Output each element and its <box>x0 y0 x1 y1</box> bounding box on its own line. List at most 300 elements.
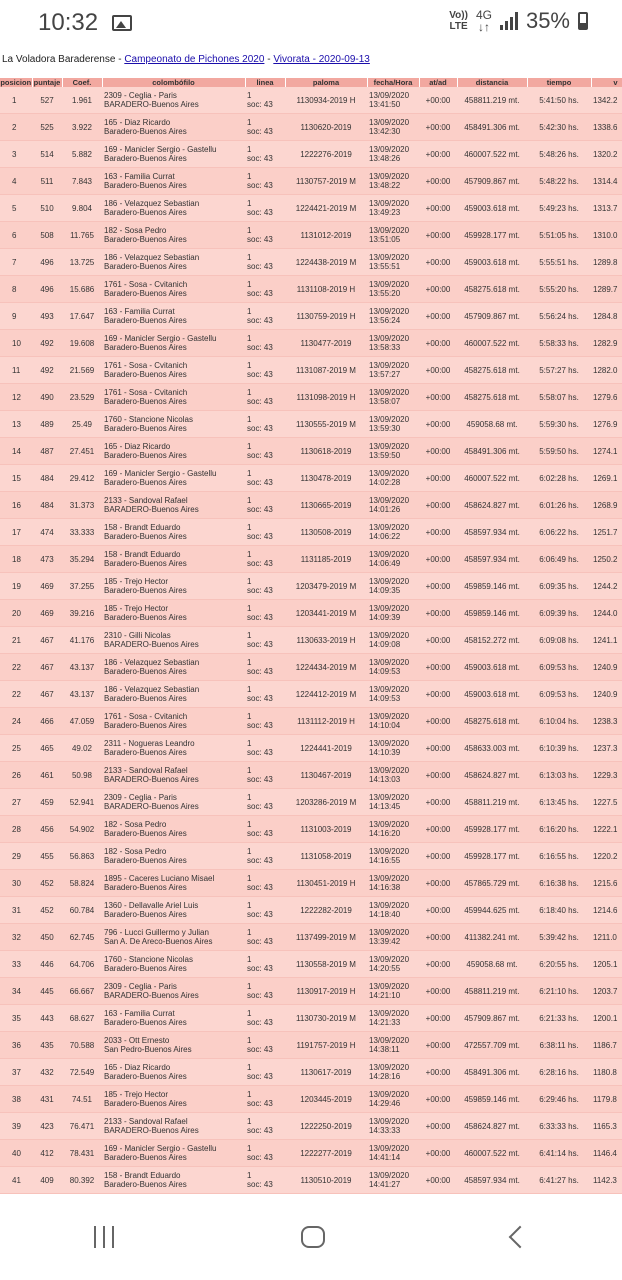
cell-puntaje: 496 <box>32 249 62 276</box>
cell-at-ad: +00:00 <box>419 1113 457 1140</box>
cell-tiempo: 6:21:33 hs. <box>527 1005 591 1032</box>
cell-tiempo: 6:09:39 hs. <box>527 600 591 627</box>
table-row[interactable] <box>0 195 622 222</box>
col-puntaje[interactable]: puntaje <box>33 78 61 87</box>
cell-velocidad: 1165.3 <box>591 1113 622 1140</box>
cell-velocidad: 1320.2 <box>591 141 622 168</box>
cell-posicion: 14 <box>0 438 32 465</box>
breadcrumb-campeonato-link[interactable]: Campeonato de Pichones 2020 <box>124 54 265 65</box>
cell-at-ad: +00:00 <box>419 1032 457 1059</box>
cell-distancia: 459003.618 mt. <box>457 195 527 222</box>
cell-paloma: 1191757-2019 H <box>285 1032 367 1059</box>
cell-colombofilo: 1761 - Sosa - Cvitanich Baradero-Buenos Aires <box>102 357 245 384</box>
cell-linea: 1 soc: 43 <box>245 708 285 735</box>
cell-tiempo: 6:01:26 hs. <box>527 492 591 519</box>
cell-fecha-hora: 13/09/2020 14:09:39 <box>367 600 419 627</box>
table-row[interactable] <box>0 1167 622 1194</box>
cell-distancia: 458597.934 mt. <box>457 546 527 573</box>
cell-distancia: 459944.625 mt. <box>457 897 527 924</box>
cell-puntaje: 489 <box>32 411 62 438</box>
col-colombofilo[interactable]: colombófilo <box>102 78 245 87</box>
cell-puntaje: 473 <box>32 546 62 573</box>
col-coef[interactable]: Coef. <box>62 78 102 87</box>
cell-linea: 1 soc: 43 <box>245 546 285 573</box>
col-tiempo[interactable]: tiempo <box>527 78 591 87</box>
cell-coef: 41.176 <box>62 627 102 654</box>
cell-puntaje: 435 <box>32 1032 62 1059</box>
cell-colombofilo: 158 - Brandt Eduardo Baradero-Buenos Aires <box>102 519 245 546</box>
cell-colombofilo: 165 - Diaz Ricardo Baradero-Buenos Aires <box>102 114 245 141</box>
cell-distancia: 460007.522 mt. <box>457 1140 527 1167</box>
cell-linea: 1 soc: 43 <box>245 222 285 249</box>
cell-posicion: 27 <box>0 789 32 816</box>
cell-posicion: 36 <box>0 1032 32 1059</box>
cell-colombofilo: 1761 - Sosa - Cvitanich Baradero-Buenos Aires <box>102 276 245 303</box>
breadcrumb-club: La Voladora Baraderense <box>2 54 116 65</box>
cell-coef: 13.725 <box>62 249 102 276</box>
cell-coef: 3.922 <box>62 114 102 141</box>
cell-at-ad: +00:00 <box>419 384 457 411</box>
cell-paloma: 1130451-2019 H <box>285 870 367 897</box>
cell-velocidad: 1238.3 <box>591 708 622 735</box>
cell-posicion: 2 <box>0 114 32 141</box>
cell-posicion: 41 <box>0 1167 32 1194</box>
cell-linea: 1 soc: 43 <box>245 519 285 546</box>
table-row[interactable] <box>0 762 622 789</box>
cell-puntaje: 525 <box>32 114 62 141</box>
cell-distancia: 458275.618 mt. <box>457 357 527 384</box>
cell-at-ad: +00:00 <box>419 141 457 168</box>
cell-coef: 56.863 <box>62 843 102 870</box>
cell-linea: 1 soc: 43 <box>245 276 285 303</box>
table-row[interactable] <box>0 843 622 870</box>
cell-coef: 76.471 <box>62 1113 102 1140</box>
cell-posicion: 28 <box>0 816 32 843</box>
cell-coef: 50.98 <box>62 762 102 789</box>
table-row[interactable] <box>0 978 622 1005</box>
cell-distancia: 459859.146 mt. <box>457 1086 527 1113</box>
cell-paloma: 1131185-2019 <box>285 546 367 573</box>
table-row[interactable] <box>0 1032 622 1059</box>
cell-coef: 1.961 <box>62 87 102 114</box>
cell-at-ad: +00:00 <box>419 843 457 870</box>
cell-at-ad: +00:00 <box>419 87 457 114</box>
cell-at-ad: +00:00 <box>419 546 457 573</box>
cell-colombofilo: 169 - Manicler Sergio - Gastellu Baradero-Buenos Aires <box>102 330 245 357</box>
cell-tiempo: 5:58:33 hs. <box>527 330 591 357</box>
cell-posicion: 21 <box>0 627 32 654</box>
cell-fecha-hora: 13/09/2020 13:59:50 <box>367 438 419 465</box>
table-row[interactable] <box>0 951 622 978</box>
back-icon[interactable] <box>509 1226 532 1249</box>
cell-puntaje: 511 <box>32 168 62 195</box>
table-row[interactable] <box>0 1140 622 1167</box>
cell-velocidad: 1179.8 <box>591 1086 622 1113</box>
cell-paloma: 1130508-2019 <box>285 519 367 546</box>
cell-fecha-hora: 13/09/2020 14:09:53 <box>367 654 419 681</box>
cell-colombofilo: 2309 - Ceglia - Paris BARADERO-Buenos Aires <box>102 789 245 816</box>
cell-tiempo: 6:16:55 hs. <box>527 843 591 870</box>
cell-posicion: 31 <box>0 897 32 924</box>
cell-linea: 1 soc: 43 <box>245 897 285 924</box>
cell-tiempo: 6:33:33 hs. <box>527 1113 591 1140</box>
table-row[interactable] <box>0 708 622 735</box>
cell-paloma: 1130477-2019 <box>285 330 367 357</box>
cell-coef: 58.824 <box>62 870 102 897</box>
cell-at-ad: +00:00 <box>419 1167 457 1194</box>
cell-fecha-hora: 13/09/2020 13:59:30 <box>367 411 419 438</box>
cell-velocidad: 1274.1 <box>591 438 622 465</box>
cell-paloma: 1131098-2019 H <box>285 384 367 411</box>
table-row[interactable] <box>0 1059 622 1086</box>
cell-fecha-hora: 13/09/2020 13:55:20 <box>367 276 419 303</box>
cell-velocidad: 1240.9 <box>591 681 622 708</box>
cell-posicion: 35 <box>0 1005 32 1032</box>
table-row[interactable] <box>0 249 622 276</box>
cell-tiempo: 5:59:30 hs. <box>527 411 591 438</box>
cell-tiempo: 6:16:20 hs. <box>527 816 591 843</box>
cell-tiempo: 5:55:20 hs. <box>527 276 591 303</box>
table-row[interactable] <box>0 357 622 384</box>
cell-coef: 62.745 <box>62 924 102 951</box>
cell-tiempo: 5:42:30 hs. <box>527 114 591 141</box>
cell-tiempo: 6:09:35 hs. <box>527 573 591 600</box>
cell-coef: 68.627 <box>62 1005 102 1032</box>
table-row[interactable] <box>0 519 622 546</box>
table-row[interactable] <box>0 114 622 141</box>
cell-paloma: 1130555-2019 M <box>285 411 367 438</box>
cell-posicion: 1 <box>0 87 32 114</box>
cell-paloma: 1130617-2019 <box>285 1059 367 1086</box>
cell-colombofilo: 163 - Familia Currat Baradero-Buenos Aires <box>102 1005 245 1032</box>
table-row[interactable] <box>0 600 622 627</box>
cell-coef: 25.49 <box>62 411 102 438</box>
cell-tiempo: 6:16:38 hs. <box>527 870 591 897</box>
cell-distancia: 460007.522 mt. <box>457 465 527 492</box>
cell-velocidad: 1215.6 <box>591 870 622 897</box>
cell-fecha-hora: 13/09/2020 13:57:27 <box>367 357 419 384</box>
cell-fecha-hora: 13/09/2020 14:16:20 <box>367 816 419 843</box>
cell-puntaje: 467 <box>32 627 62 654</box>
cell-tiempo: 6:18:40 hs. <box>527 897 591 924</box>
table-row[interactable] <box>0 654 622 681</box>
cell-linea: 1 soc: 43 <box>245 465 285 492</box>
cell-linea: 1 soc: 43 <box>245 789 285 816</box>
cell-fecha-hora: 13/09/2020 14:06:49 <box>367 546 419 573</box>
col-fecha-hora[interactable]: fecha/Hora <box>367 78 419 87</box>
cell-paloma: 1203441-2019 M <box>285 600 367 627</box>
cell-puntaje: 527 <box>32 87 62 114</box>
table-row[interactable] <box>0 222 622 249</box>
cell-at-ad: +00:00 <box>419 222 457 249</box>
cell-velocidad: 1180.8 <box>591 1059 622 1086</box>
cell-linea: 1 soc: 43 <box>245 492 285 519</box>
cell-linea: 1 soc: 43 <box>245 384 285 411</box>
cell-posicion: 22 <box>0 681 32 708</box>
cell-coef: 54.902 <box>62 816 102 843</box>
cell-velocidad: 1244.2 <box>591 573 622 600</box>
cell-puntaje: 450 <box>32 924 62 951</box>
cell-posicion: 32 <box>0 924 32 951</box>
table-row[interactable] <box>0 330 622 357</box>
results-table-container[interactable] <box>0 78 622 1194</box>
cell-puntaje: 431 <box>32 1086 62 1113</box>
cell-at-ad: +00:00 <box>419 303 457 330</box>
table-row[interactable] <box>0 924 622 951</box>
cell-puntaje: 484 <box>32 465 62 492</box>
cell-velocidad: 1342.2 <box>591 87 622 114</box>
android-nav-bar <box>0 1194 622 1280</box>
table-row[interactable] <box>0 384 622 411</box>
cell-distancia: 458491.306 mt. <box>457 438 527 465</box>
cell-linea: 1 soc: 43 <box>245 1086 285 1113</box>
cell-paloma: 1130757-2019 M <box>285 168 367 195</box>
table-header-row <box>0 78 622 87</box>
table-row[interactable] <box>0 816 622 843</box>
cell-paloma: 1222282-2019 <box>285 897 367 924</box>
col-at-ad[interactable]: at/ad <box>419 78 457 87</box>
col-distancia[interactable]: distancia <box>457 78 527 87</box>
cell-puntaje: 423 <box>32 1113 62 1140</box>
cell-linea: 1 soc: 43 <box>245 627 285 654</box>
cell-posicion: 5 <box>0 195 32 222</box>
home-icon[interactable] <box>301 1226 325 1248</box>
table-row[interactable] <box>0 141 622 168</box>
cell-fecha-hora: 13/09/2020 13:48:22 <box>367 168 419 195</box>
cell-fecha-hora: 13/09/2020 13:56:24 <box>367 303 419 330</box>
cell-at-ad: +00:00 <box>419 951 457 978</box>
breadcrumb-carrera-link[interactable]: Vivorata - 2020-09-13 <box>273 54 370 65</box>
cell-fecha-hora: 13/09/2020 13:55:51 <box>367 249 419 276</box>
cell-linea: 1 soc: 43 <box>245 114 285 141</box>
cell-tiempo: 5:41:50 hs. <box>527 87 591 114</box>
cell-colombofilo: 2309 - Ceglia - Paris BARADERO-Buenos Aires <box>102 978 245 1005</box>
cell-velocidad: 1211.0 <box>591 924 622 951</box>
cell-fecha-hora: 13/09/2020 14:16:55 <box>367 843 419 870</box>
cell-tiempo: 6:09:08 hs. <box>527 627 591 654</box>
cell-tiempo: 6:10:39 hs. <box>527 735 591 762</box>
cell-fecha-hora: 13/09/2020 14:10:39 <box>367 735 419 762</box>
cell-coef: 35.294 <box>62 546 102 573</box>
cell-coef: 66.667 <box>62 978 102 1005</box>
cell-colombofilo: 2309 - Ceglia - Paris BARADERO-Buenos Aires <box>102 87 245 114</box>
table-row[interactable] <box>0 897 622 924</box>
cell-puntaje: 508 <box>32 222 62 249</box>
cell-distancia: 458275.618 mt. <box>457 384 527 411</box>
cell-at-ad: +00:00 <box>419 249 457 276</box>
cell-tiempo: 6:41:14 hs. <box>527 1140 591 1167</box>
cell-velocidad: 1227.5 <box>591 789 622 816</box>
table-row[interactable] <box>0 681 622 708</box>
table-row[interactable] <box>0 465 622 492</box>
col-paloma[interactable]: paloma <box>285 78 367 87</box>
cell-posicion: 30 <box>0 870 32 897</box>
cell-puntaje: 514 <box>32 141 62 168</box>
cell-posicion: 39 <box>0 1113 32 1140</box>
cell-posicion: 20 <box>0 600 32 627</box>
cell-posicion: 11 <box>0 357 32 384</box>
cell-paloma: 1203445-2019 <box>285 1086 367 1113</box>
cell-velocidad: 1313.7 <box>591 195 622 222</box>
cell-linea: 1 soc: 43 <box>245 1113 285 1140</box>
cell-colombofilo: 2133 - Sandoval Rafael BARADERO-Buenos Aires <box>102 1113 245 1140</box>
cell-puntaje: 484 <box>32 492 62 519</box>
cell-distancia: 458597.934 mt. <box>457 1167 527 1194</box>
table-row[interactable] <box>0 411 622 438</box>
recent-apps-icon[interactable] <box>94 1226 114 1248</box>
cell-colombofilo: 1360 - Dellavalle Ariel Luis Baradero-Buenos Aires <box>102 897 245 924</box>
cell-coef: 11.765 <box>62 222 102 249</box>
cell-velocidad: 1240.9 <box>591 654 622 681</box>
cell-at-ad: +00:00 <box>419 330 457 357</box>
image-icon <box>112 15 132 31</box>
table-row[interactable] <box>0 87 622 114</box>
table-row[interactable] <box>0 870 622 897</box>
results-table <box>0 78 622 1194</box>
cell-tiempo: 6:21:10 hs. <box>527 978 591 1005</box>
network-type: 4G ↓↑ <box>475 8 492 34</box>
cell-paloma: 1130759-2019 H <box>285 303 367 330</box>
cell-velocidad: 1279.6 <box>591 384 622 411</box>
cell-at-ad: +00:00 <box>419 816 457 843</box>
table-row[interactable] <box>0 492 622 519</box>
cell-distancia: 459928.177 mt. <box>457 816 527 843</box>
cell-coef: 49.02 <box>62 735 102 762</box>
cell-puntaje: 446 <box>32 951 62 978</box>
cell-tiempo: 6:20:55 hs. <box>527 951 591 978</box>
cell-posicion: 26 <box>0 762 32 789</box>
cell-at-ad: +00:00 <box>419 708 457 735</box>
cell-fecha-hora: 13/09/2020 14:09:35 <box>367 573 419 600</box>
cell-puntaje: 412 <box>32 1140 62 1167</box>
cell-fecha-hora: 13/09/2020 14:09:08 <box>367 627 419 654</box>
cell-tiempo: 5:56:24 hs. <box>527 303 591 330</box>
cell-fecha-hora: 13/09/2020 14:41:14 <box>367 1140 419 1167</box>
table-row[interactable] <box>0 573 622 600</box>
col-velocidad[interactable]: v <box>591 78 622 87</box>
cell-distancia: 459928.177 mt. <box>457 222 527 249</box>
table-row[interactable] <box>0 546 622 573</box>
cell-velocidad: 1241.1 <box>591 627 622 654</box>
cell-posicion: 24 <box>0 708 32 735</box>
cell-at-ad: +00:00 <box>419 1059 457 1086</box>
cell-posicion: 16 <box>0 492 32 519</box>
cell-paloma: 1130467-2019 <box>285 762 367 789</box>
cell-distancia: 459058.68 mt. <box>457 951 527 978</box>
table-row[interactable] <box>0 735 622 762</box>
cell-at-ad: +00:00 <box>419 573 457 600</box>
cell-puntaje: 496 <box>32 276 62 303</box>
cell-paloma: 1130620-2019 <box>285 114 367 141</box>
cell-tiempo: 5:48:22 hs. <box>527 168 591 195</box>
cell-tiempo: 5:49:23 hs. <box>527 195 591 222</box>
cell-puntaje: 443 <box>32 1005 62 1032</box>
col-linea[interactable]: linea <box>245 78 285 87</box>
cell-at-ad: +00:00 <box>419 735 457 762</box>
cell-paloma: 1203479-2019 M <box>285 573 367 600</box>
cell-distancia: 458275.618 mt. <box>457 276 527 303</box>
table-row[interactable] <box>0 168 622 195</box>
cell-velocidad: 1186.7 <box>591 1032 622 1059</box>
cell-fecha-hora: 13/09/2020 14:38:11 <box>367 1032 419 1059</box>
cell-posicion: 29 <box>0 843 32 870</box>
cell-at-ad: +00:00 <box>419 978 457 1005</box>
cell-distancia: 458624.827 mt. <box>457 1113 527 1140</box>
cell-fecha-hora: 13/09/2020 14:06:22 <box>367 519 419 546</box>
cell-paloma: 1224412-2019 M <box>285 681 367 708</box>
cell-puntaje: 445 <box>32 978 62 1005</box>
cell-velocidad: 1146.4 <box>591 1140 622 1167</box>
cell-colombofilo: 1761 - Sosa - Cvitanich Baradero-Buenos Aires <box>102 708 245 735</box>
cell-posicion: 8 <box>0 276 32 303</box>
cell-tiempo: 5:55:51 hs. <box>527 249 591 276</box>
cell-distancia: 459859.146 mt. <box>457 600 527 627</box>
cell-paloma: 1131012-2019 <box>285 222 367 249</box>
cell-linea: 1 soc: 43 <box>245 438 285 465</box>
table-row[interactable] <box>0 1113 622 1140</box>
cell-distancia: 457909.867 mt. <box>457 168 527 195</box>
battery-icon <box>578 12 588 30</box>
cell-paloma: 1131087-2019 M <box>285 357 367 384</box>
cell-paloma: 1130618-2019 <box>285 438 367 465</box>
cell-distancia: 459859.146 mt. <box>457 573 527 600</box>
table-row[interactable] <box>0 276 622 303</box>
cell-tiempo: 6:41:27 hs. <box>527 1167 591 1194</box>
cell-coef: 52.941 <box>62 789 102 816</box>
cell-at-ad: +00:00 <box>419 195 457 222</box>
cell-paloma: 1222277-2019 <box>285 1140 367 1167</box>
table-row[interactable] <box>0 303 622 330</box>
cell-fecha-hora: 13/09/2020 13:58:07 <box>367 384 419 411</box>
cell-tiempo: 6:38:11 hs. <box>527 1032 591 1059</box>
cell-tiempo: 6:02:28 hs. <box>527 465 591 492</box>
col-posicion[interactable]: posicion <box>0 78 32 87</box>
cell-fecha-hora: 13/09/2020 14:01:26 <box>367 492 419 519</box>
table-row[interactable] <box>0 789 622 816</box>
cell-fecha-hora: 13/09/2020 14:21:33 <box>367 1005 419 1032</box>
table-row[interactable] <box>0 1005 622 1032</box>
table-row[interactable] <box>0 438 622 465</box>
cell-velocidad: 1229.3 <box>591 762 622 789</box>
cell-paloma: 1222276-2019 <box>285 141 367 168</box>
cell-colombofilo: 165 - Diaz Ricardo Baradero-Buenos Aires <box>102 438 245 465</box>
cell-tiempo: 6:13:45 hs. <box>527 789 591 816</box>
cell-colombofilo: 182 - Sosa Pedro Baradero-Buenos Aires <box>102 222 245 249</box>
signal-icon <box>500 12 518 30</box>
cell-coef: 37.255 <box>62 573 102 600</box>
cell-at-ad: +00:00 <box>419 492 457 519</box>
cell-puntaje: 467 <box>32 681 62 708</box>
table-row[interactable] <box>0 627 622 654</box>
cell-at-ad: +00:00 <box>419 114 457 141</box>
cell-fecha-hora: 13/09/2020 14:21:10 <box>367 978 419 1005</box>
table-row[interactable] <box>0 1086 622 1113</box>
cell-posicion: 12 <box>0 384 32 411</box>
cell-coef: 27.451 <box>62 438 102 465</box>
cell-colombofilo: 185 - Trejo Hector Baradero-Buenos Aires <box>102 573 245 600</box>
cell-paloma: 1130510-2019 <box>285 1167 367 1194</box>
cell-colombofilo: 169 - Manicler Sergio - Gastellu Baradero-Buenos Aires <box>102 141 245 168</box>
cell-colombofilo: 1760 - Stancione Nicolas Baradero-Buenos Aires <box>102 411 245 438</box>
cell-coef: 70.588 <box>62 1032 102 1059</box>
cell-puntaje: 465 <box>32 735 62 762</box>
cell-at-ad: +00:00 <box>419 762 457 789</box>
cell-linea: 1 soc: 43 <box>245 87 285 114</box>
cell-coef: 39.216 <box>62 600 102 627</box>
cell-paloma: 1130665-2019 <box>285 492 367 519</box>
cell-velocidad: 1250.2 <box>591 546 622 573</box>
cell-fecha-hora: 13/09/2020 14:13:45 <box>367 789 419 816</box>
